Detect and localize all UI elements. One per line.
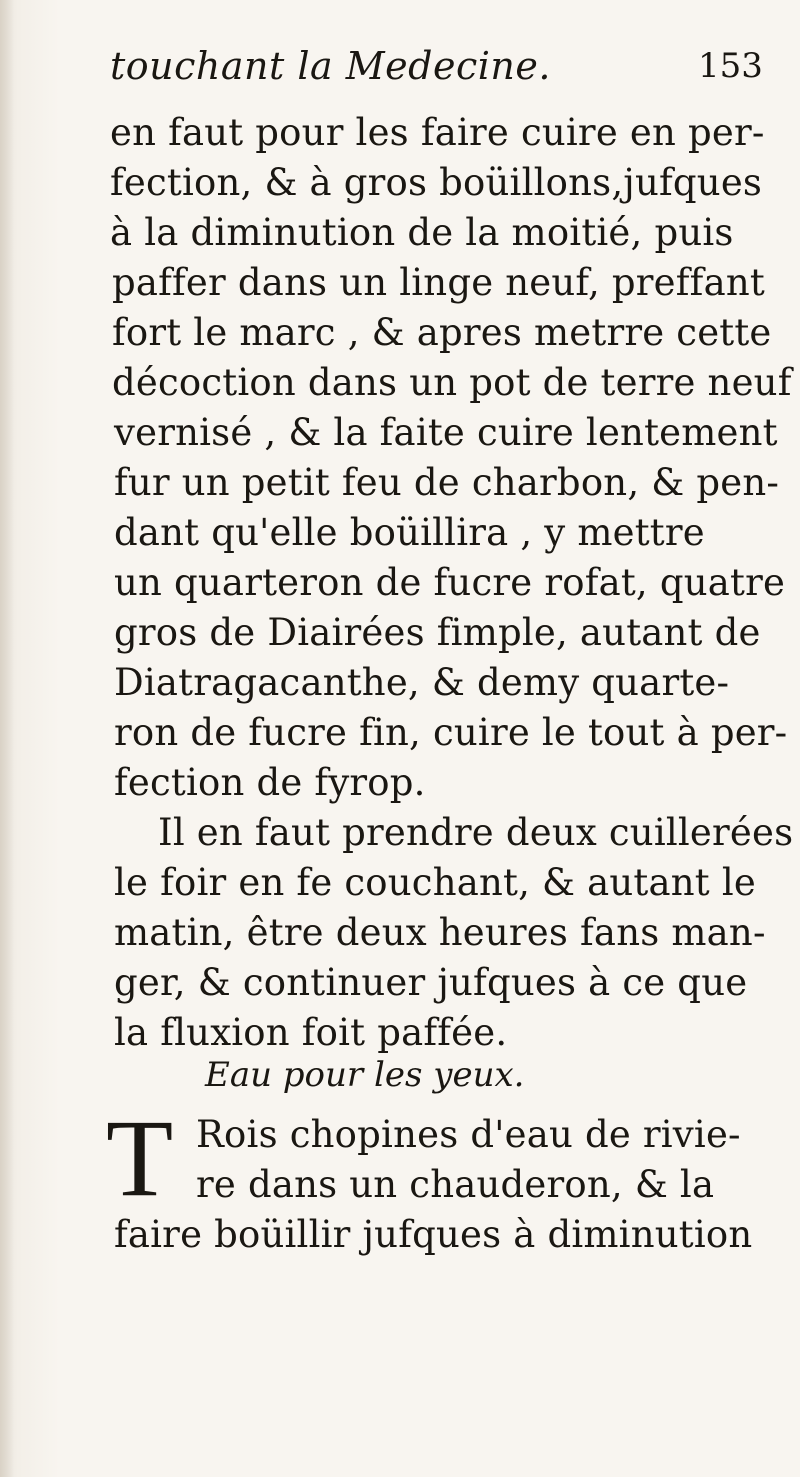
- text-line: fort le marc , & apres metrre cette: [112, 311, 772, 354]
- text-line: un quarteron de fucre rofat, quatre: [114, 561, 786, 604]
- text-line: dant qu'elle boüillira , y mettre: [114, 511, 705, 554]
- text-line: le foir en fe couchant, & autant le: [114, 861, 756, 904]
- page-number: 153: [698, 46, 763, 86]
- text-line: Il en faut prendre deux cuillerées: [158, 811, 794, 854]
- text-line: vernisé , & la faite cuire lentement: [114, 411, 778, 454]
- text-line: faire boüillir jufques à diminution: [114, 1213, 753, 1256]
- running-title: touchant la Medecine.: [110, 44, 551, 88]
- drop-cap: T: [106, 1097, 174, 1219]
- text-line: paffer dans un linge neuf, preffant: [112, 261, 765, 304]
- text-line: Diatragacanthe, & demy quarte-: [114, 661, 730, 704]
- text-line: décoction dans un pot de terre neuf: [112, 361, 792, 404]
- text-line: en faut pour les faire cuire en per-: [110, 111, 765, 154]
- text-line: matin, être deux heures fans man-: [114, 911, 766, 954]
- text-line: fur un petit feu de charbon, & pen-: [114, 461, 780, 504]
- text-line: gros de Diairées fimple, autant de: [114, 611, 761, 654]
- text-line: fection de fyrop.: [114, 761, 426, 804]
- text-line: re dans un chauderon, & la: [196, 1163, 715, 1206]
- section-heading: Eau pour les yeux.: [205, 1055, 525, 1095]
- text-line: fection, & à gros boüillons,jufques: [110, 161, 763, 204]
- text-line: à la diminution de la moitié, puis: [110, 211, 734, 254]
- text-line: ron de fucre fin, cuire le tout à per-: [114, 711, 788, 754]
- text-line: la fluxion foit paffée.: [114, 1011, 508, 1054]
- text-line: ger, & continuer jufques à ce que: [114, 961, 748, 1004]
- gutter-shadow: [0, 0, 14, 1477]
- text-line: Rois chopines d'eau de rivie-: [196, 1113, 741, 1156]
